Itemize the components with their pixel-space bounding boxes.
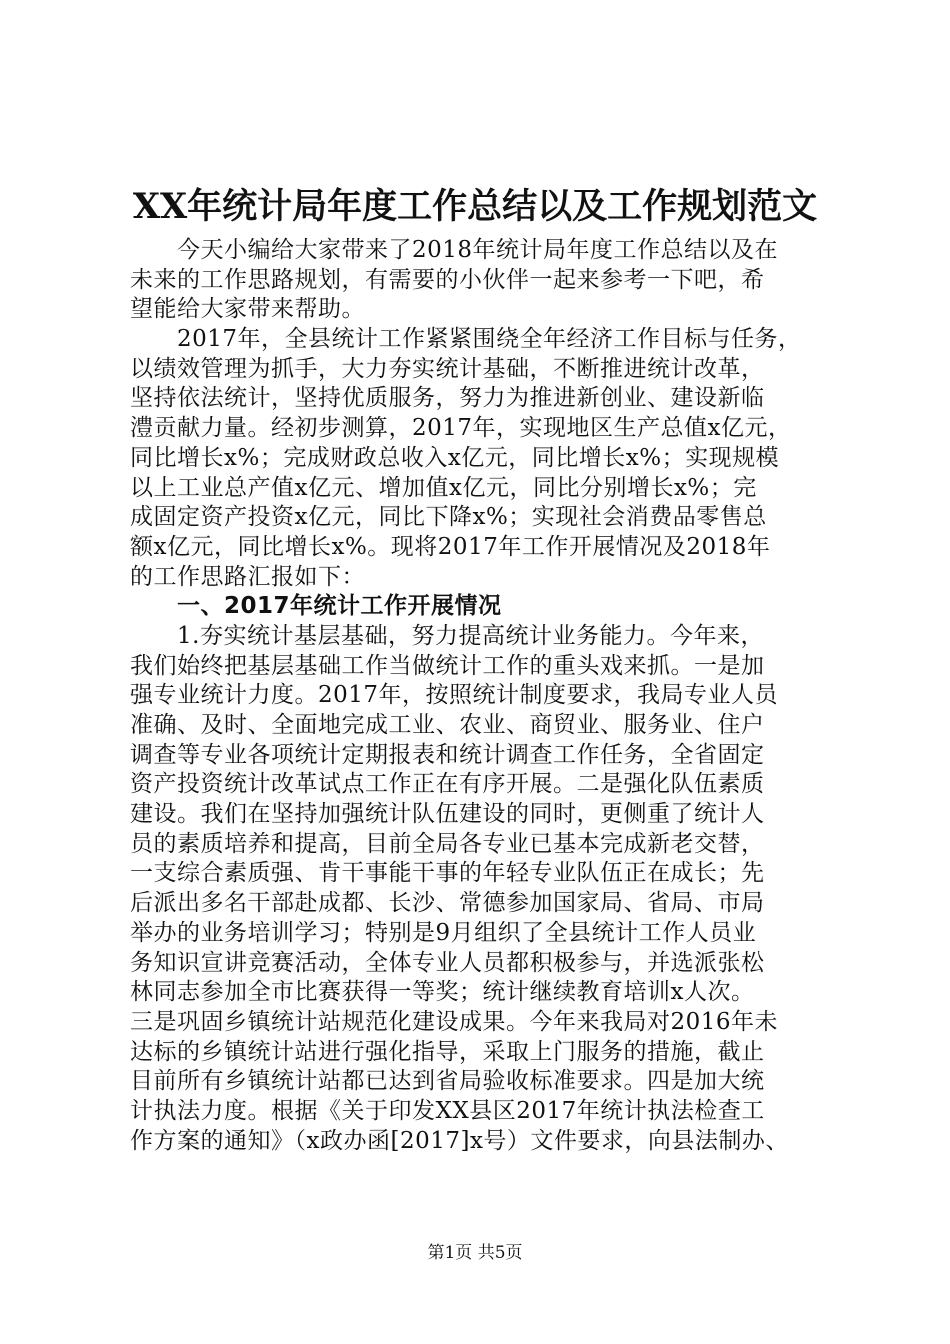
body-line: 的工作思路汇报如下： (130, 563, 365, 590)
body-line: 成固定资产投资x亿元，同比下降x%；实现社会消费品零售总 (130, 504, 767, 531)
body-line: 1.夯实统计基层基础，努力提高统计业务能力。今年来， (130, 622, 764, 649)
body-line: 举办的业务培训学习；特别是9月组织了全县统计工作人员业 (130, 919, 757, 946)
body-line: 澧贡献力量。经初步测算，2017年，实现地区生产总值x亿元， (130, 415, 792, 442)
body-line: 以上工业总产值x亿元、增加值x亿元，同比分别增长x%；完 (130, 474, 757, 501)
body-line: 建设。我们在坚持加强统计队伍建设的同时，更侧重了统计人 (130, 801, 765, 828)
body-line: 资产投资统计改革试点工作正在有序开展。二是强化队伍素质 (130, 771, 765, 798)
section-heading: 一、2017年统计工作开展情况 (130, 593, 502, 620)
body-line: 今天小编给大家带来了2018年统计局年度工作总结以及在 (130, 237, 779, 263)
body-line: 后派出多名干部赴成都、长沙、常德参加国家局、省局、市局 (130, 890, 765, 917)
body-line: 一支综合素质强、肯干事能干事的年轻专业队伍正在成长；先 (130, 860, 765, 887)
body-line: 达标的乡镇统计站进行强化指导，采取上门服务的措施，截止 (130, 1038, 765, 1065)
document-title: XX年统计局年度工作总结以及工作规划范文 (132, 186, 818, 227)
page-footer: 第1页 共5页 (427, 1243, 523, 1263)
body-line: 计执法力度。根据《关于印发XX县区2017年统计执法检查工 (130, 1097, 765, 1124)
body-line: 作方案的通知》（x政办函[2017]x号）文件要求，向县法制办、 (130, 1127, 789, 1154)
document-body (130, 236, 838, 1156)
body-line: 员的素质培养和提高，目前全局各专业已基本完成新老交替， (130, 830, 765, 857)
body-line: 强专业统计力度。2017年，按照统计制度要求，我局专业人员 (130, 682, 779, 709)
body-line: 以绩效管理为抓手，大力夯实统计基础，不断推进统计改革， (130, 355, 765, 382)
body-line: 务知识宣讲竞赛活动，全体专业人员都积极参与，并选派张松 (130, 949, 765, 976)
body-line: 2017年，全县统计工作紧紧围绕全年经济工作目标与任务， (130, 326, 802, 353)
body-line: 调查等专业各项统计定期报表和统计调查工作任务，全省固定 (130, 741, 765, 768)
body-line: 三是巩固乡镇统计站规范化建设成果。今年来我局对2016年未 (130, 1008, 779, 1035)
body-line: 望能给大家带来帮助。 (130, 296, 365, 323)
body-line: 同比增长x%；完成财政总收入x亿元，同比增长x%；实现规模 (130, 444, 780, 471)
body-line: 准确、及时、全面地完成工业、农业、商贸业、服务业、住户 (130, 712, 765, 738)
body-line: 我们始终把基层基础工作当做统计工作的重头戏来抓。一是加 (130, 652, 765, 679)
body-line: 未来的工作思路规划，有需要的小伙伴一起来参考一下吧，希 (130, 266, 765, 293)
body-line: 额x亿元，同比增长x%。现将2017年工作开展情况及2018年 (130, 533, 771, 560)
body-line: 坚持依法统计，坚持优质服务，努力为推进新创业、建设新临 (130, 385, 765, 412)
body-line: 目前所有乡镇统计站都已达到省局验收标准要求。四是加大统 (130, 1068, 765, 1095)
body-line: 林同志参加全市比赛获得一等奖；统计继续教育培训x人次。 (130, 979, 755, 1006)
